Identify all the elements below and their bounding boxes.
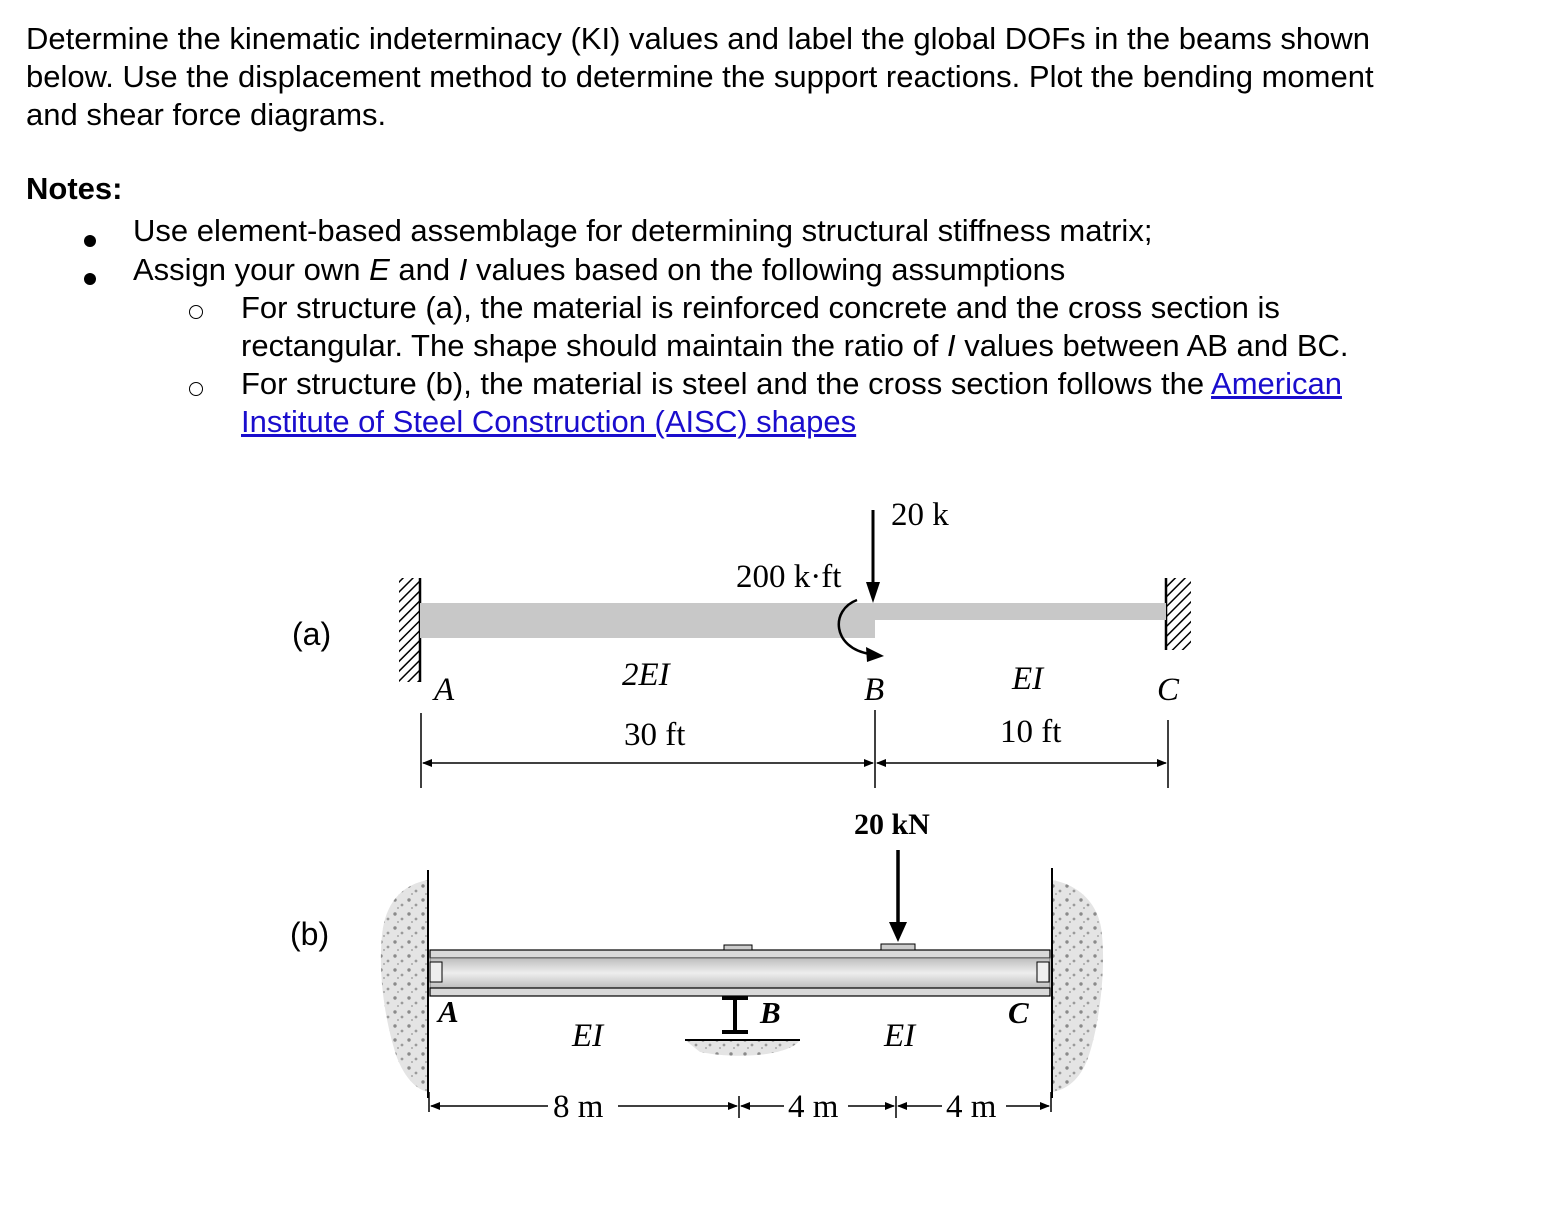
length-2-label-b: 4 m (788, 1089, 839, 1125)
note-bullet-1: Use element-based assemblage for determining structural stiffness matrix; (133, 213, 1153, 248)
length-1-label-b: 8 m (553, 1089, 604, 1125)
fixed-support-a (399, 578, 419, 682)
aisc-link-continued[interactable]: Institute of Steel Construction (AISC) shapes (241, 404, 857, 439)
support-b-web (733, 1000, 737, 1030)
load-arrowhead-b (889, 922, 907, 942)
note-sub-1-line-1: For structure (a), the material is reinforced concrete and the cross section is (241, 290, 1280, 325)
load-plate-b (881, 944, 915, 950)
point-b-label-a: B (864, 672, 885, 708)
figure-b-label: (b) (290, 916, 330, 952)
beam-segment-ab (420, 603, 875, 638)
load-20kn-label: 20 kN (854, 808, 930, 841)
stiffness-bc-label-a: EI (1012, 661, 1044, 697)
fixed-support-c (1167, 578, 1191, 650)
point-c-label-b: C (1008, 995, 1029, 1030)
note-sub-2-line-1: For structure (b), the material is steel and the cross section follows the American (241, 366, 1342, 401)
support-b-ground (685, 1040, 800, 1056)
figure-a-label: (a) (292, 616, 332, 652)
length-ab-label-a: 30 ft (624, 717, 686, 753)
load-arrowhead-a (866, 582, 880, 603)
support-b-cap (722, 996, 748, 1000)
beam-b-web (430, 958, 1050, 988)
load-20k-label: 20 k (891, 497, 949, 533)
moment-arrowhead (866, 647, 884, 662)
notes-heading: Notes: (26, 171, 123, 206)
support-b-base (722, 1030, 748, 1034)
aisc-link[interactable]: American (1211, 366, 1342, 401)
moment-200kft-label: 200 k·ft (736, 559, 842, 595)
wall-right-gravel (1052, 880, 1103, 1092)
beam-b-top-flange (430, 950, 1050, 958)
point-a-label-a: A (434, 672, 455, 708)
beam-b-bottom-flange (430, 988, 1050, 996)
stiffness-ab-label-b: EI (572, 1018, 604, 1054)
length-bc-label-a: 10 ft (1000, 714, 1062, 750)
note-bullet-2: Assign your own E and I values based on the following assumptions (133, 252, 1066, 287)
note-sub-1-line-2: rectangular. The shape should maintain the ratio of I values between AB and BC. (241, 328, 1349, 363)
length-3-label-b: 4 m (946, 1089, 997, 1125)
point-b-label-b: B (760, 995, 781, 1030)
point-a-label-b: A (438, 994, 459, 1029)
wall-left-gravel (381, 880, 428, 1092)
connection-a (430, 962, 442, 982)
support-b-top-plate (724, 945, 752, 950)
beam-segment-bc (875, 603, 1166, 620)
connection-c (1037, 962, 1049, 982)
stiffness-bc-label-b: EI (884, 1018, 916, 1054)
problem-statement: Determine the kinematic indeterminacy (KI) values and label the global DOFs in the beams shown below. Use the displacement method to determine the support reactions. Plot the bending moment and shear force diagrams. (26, 21, 1374, 132)
point-c-label-a: C (1157, 672, 1180, 708)
stiffness-ab-label-a: 2EI (622, 657, 670, 693)
